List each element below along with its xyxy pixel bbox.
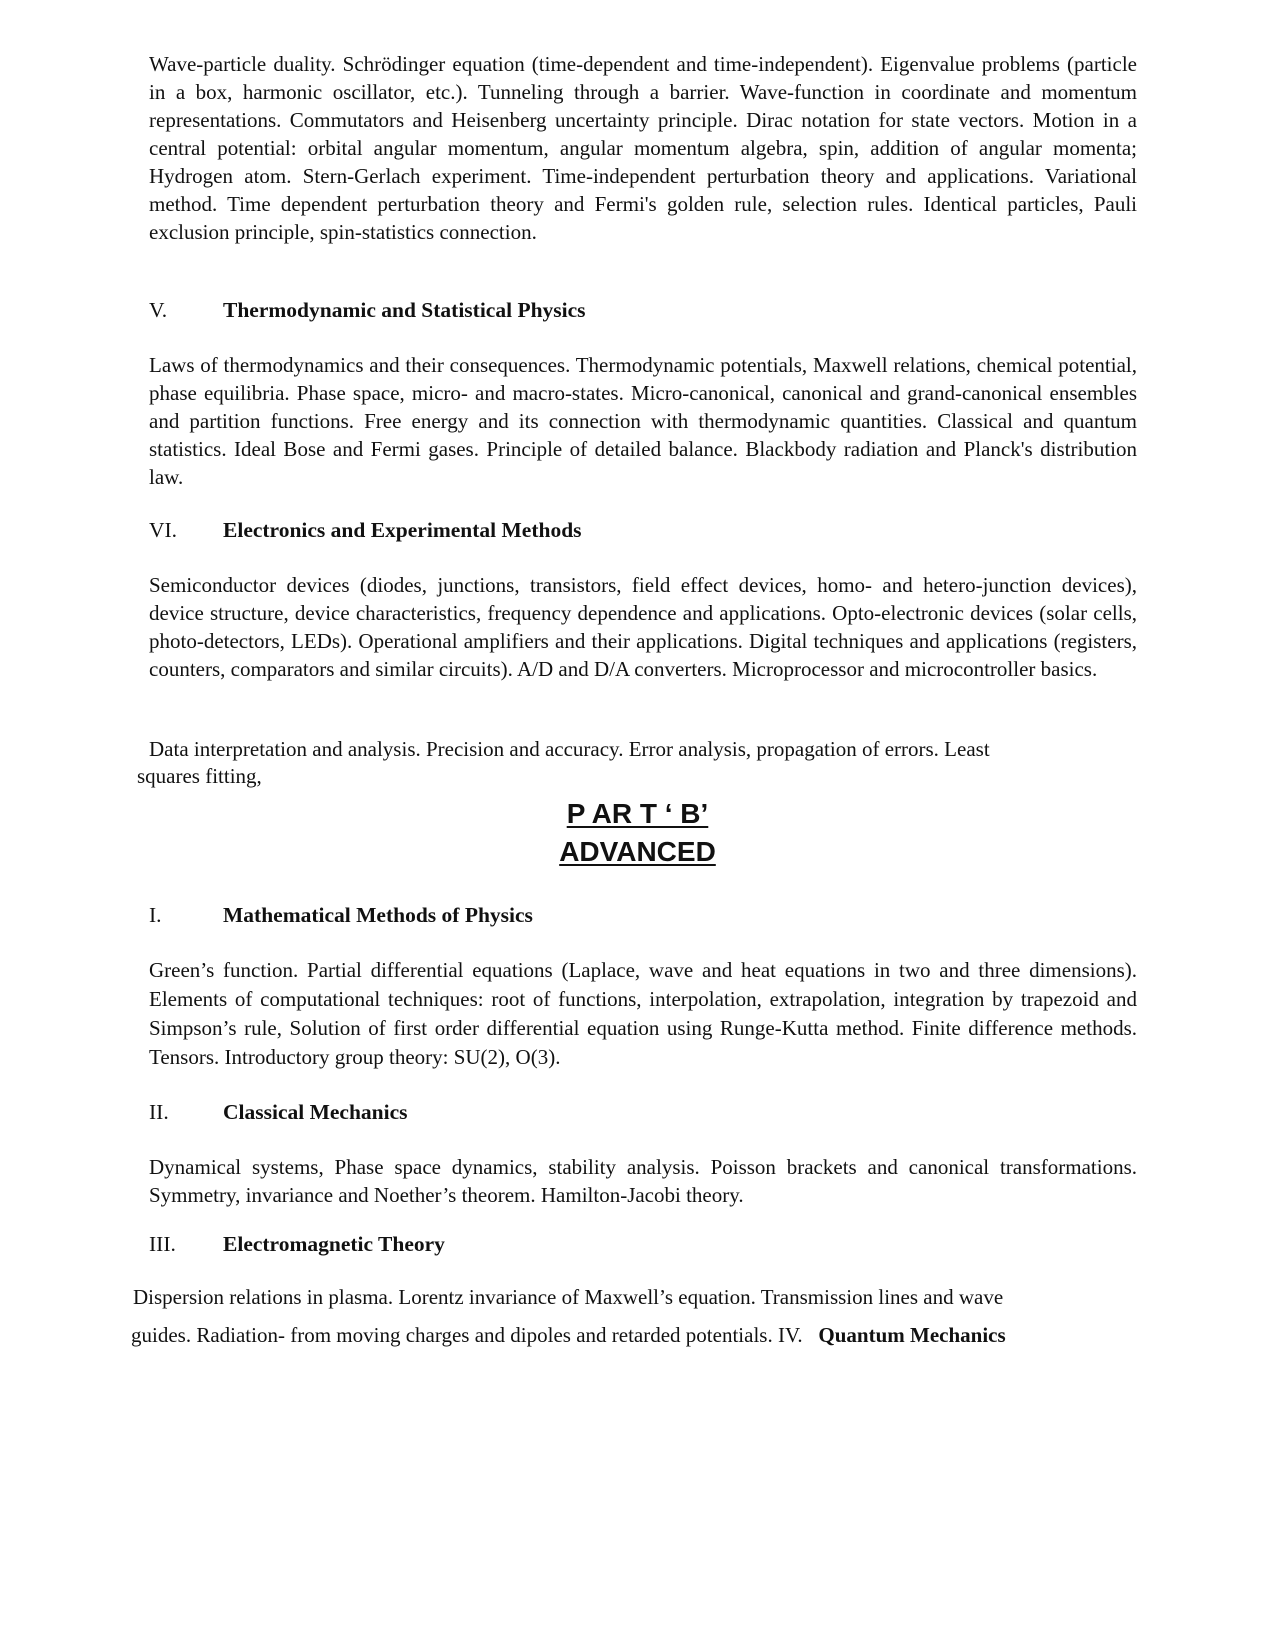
section-b2-heading: [149, 1098, 408, 1126]
part-b-title: P AR T ‘ B’: [566, 798, 709, 829]
section-b3-body-line-1: Dispersion relations in plasma. Lorentz invariance of Maxwell’s equation. Transmission lines and wave: [133, 1285, 1004, 1309]
section-b1-heading: [149, 901, 533, 929]
next-section-title: Quantum Mechanics: [818, 1323, 1006, 1347]
data-analysis-line-1: Data interpretation and analysis. Precision and accuracy. Error analysis, propagation of errors. Least: [149, 737, 990, 761]
section-vi-body: Semiconductor devices (diodes, junctions, transistors, field effect devices, homo- and hetero-junction devices), device structure, device characteristics, frequency dependence and applications. Opto-electronic devices (solar cells, photo-detectors, LEDs). Operational amplifiers and their applications. Digital techniques and applications (registers, counters, comparators and similar circuits). A/D and D/A converters. Microprocessor and microcontroller basics.: [149, 573, 1137, 681]
section-title: Classical Mechanics: [223, 1100, 408, 1124]
section-b2-body: Dynamical systems, Phase space dynamics, stability analysis. Poisson brackets and canonical transformations. Symmetry, invariance and Noether’s theorem. Hamilton-Jacobi theory.: [149, 1155, 1137, 1207]
section-b3-body-line-2: [131, 1321, 1006, 1349]
section-b1-body: Green’s function. Partial differential equations (Laplace, wave and heat equations in two and three dimensions). Elements of computational techniques: root of functions, interpolation, extrapolation, integration by trapezoid and Simpson’s rule, Solution of first order differential equation using Runge-Kutta method. Finite difference methods. Tensors. Introductory group theory: SU(2), O(3).: [149, 958, 1137, 1069]
section-number: I.: [149, 903, 162, 927]
part-b-subtitle: ADVANCED: [559, 836, 716, 867]
section-b3-line-2-text: guides. Radiation- from moving charges and dipoles and retarded potentials. IV.: [131, 1323, 803, 1347]
section-vi-heading: [149, 516, 582, 544]
section-number: V.: [149, 298, 168, 322]
section-b3-heading: [149, 1230, 445, 1258]
quantum-mechanics-continuation: Wave-particle duality. Schrödinger equation (time-dependent and time-independent). Eigenvalue problems (particle in a box, harmonic oscillator, etc.). Tunneling through a barrier. Wave-function in coordinate and momentum representations. Commutators and Heisenberg uncertainty principle. Dirac notation for state vectors. Motion in a central potential: orbital angular momentum, angular momentum algebra, spin, addition of angular momenta; Hydrogen atom. Stern-Gerlach experiment. Time-independent perturbation theory and applications. Variational method. Time dependent perturbation theory and Fermi's golden rule, selection rules. Identical particles, Pauli exclusion principle, spin-statistics connection.: [149, 52, 1137, 244]
section-title: Electromagnetic Theory: [223, 1232, 445, 1256]
data-analysis-line-2: squares fitting,: [137, 764, 262, 788]
section-number: VI.: [149, 518, 178, 542]
section-v-heading: [149, 296, 586, 324]
section-v-body: Laws of thermodynamics and their consequences. Thermodynamic potentials, Maxwell relations, chemical potential, phase equilibria. Phase space, micro- and macro-states. Micro-canonical, canonical and grand-canonical ensembles and partition functions. Free energy and its connection with thermodynamic quantities. Classical and quantum statistics. Ideal Bose and Fermi gases. Principle of detailed balance. Blackbody radiation and Planck's distribution law.: [149, 353, 1137, 489]
section-number: II.: [149, 1100, 169, 1124]
section-number: III.: [149, 1232, 176, 1256]
section-title: Electronics and Experimental Methods: [223, 518, 582, 542]
section-title: Mathematical Methods of Physics: [223, 903, 533, 927]
section-title: Thermodynamic and Statistical Physics: [223, 298, 586, 322]
